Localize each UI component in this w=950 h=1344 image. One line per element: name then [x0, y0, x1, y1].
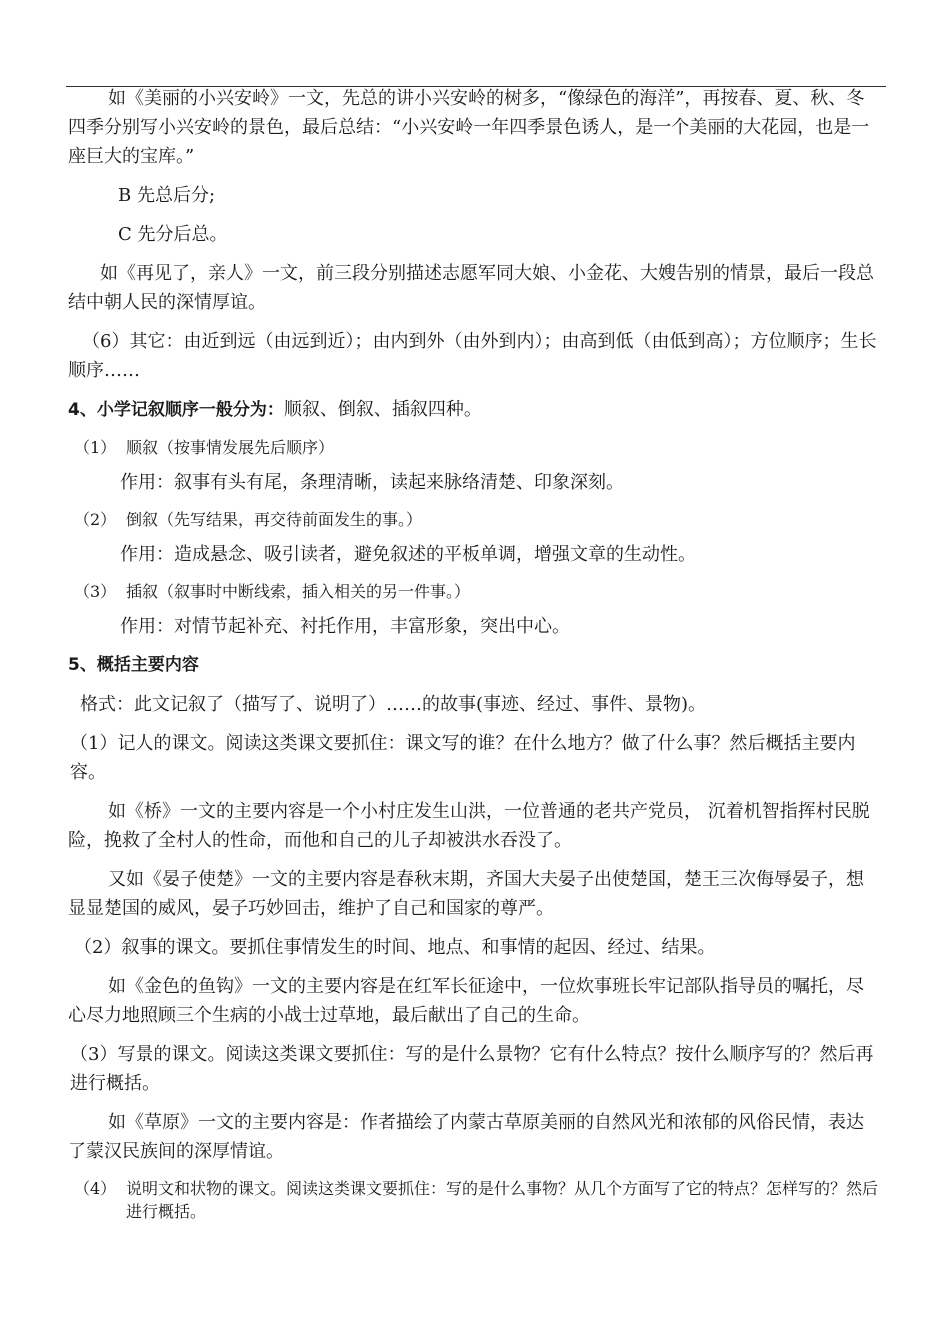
section-4-heading-bold: 4、小学记叙顺序一般分为： [68, 400, 284, 420]
example-yugou: 如《金色的鱼钩》一文的主要内容是在红军长征途中，一位炊事班长牢记部队指导员的嘱托，尽心尽力地照顾三个生病的小战士过草地，最后献出了自己的生命。 [68, 976, 864, 1026]
item-text: 顺叙（按事情发展先后顺序） [126, 438, 335, 457]
item-3-effect: 作用：对情节起补充、衬托作用，丰富形象，突出中心。 [120, 616, 570, 637]
item-2-effect: 作用：造成悬念、吸引读者，避免叙述的平板单调，增强文章的生动性。 [120, 544, 696, 565]
section-4-heading [68, 395, 880, 425]
item-number: （4） [74, 1179, 117, 1198]
paragraph-zaijian-example: 如《再见了，亲人》一文，前三段分别描述志愿军同大娘、小金花、大嫂告别的情景，最后一段总结中朝人民的深情厚谊。 [68, 263, 874, 313]
item-number: （2） [74, 510, 117, 529]
item-number: （1） [74, 438, 117, 457]
option-b: B 先总后分; [118, 185, 216, 206]
summary-expository-lesson [68, 1176, 880, 1222]
paragraph-xiaoxinganling-example: 如《美丽的小兴安岭》一文，先总的讲小兴安岭的树多，“像绿色的海洋”，再按春、夏、秋、冬四季分别写小兴安岭的景色，最后总结：“小兴安岭一年四季景色诱人，是一个美丽的大花园，也是一座巨大的宝库。” [68, 88, 870, 167]
option-c: C 先分后总。 [118, 224, 228, 245]
item-number: （3） [74, 582, 117, 601]
document-body [68, 84, 880, 1222]
example-yanzi: 又如《晏子使楚》一文的主要内容是春秋末期，齐国大夫晏子出使楚国，楚王三次侮辱晏子，想显显楚国的威风，晏子巧妙回击，维护了自己和国家的尊严。 [68, 869, 864, 919]
item-text: 插叙（叙事时中断线索，插入相关的另一件事。） [126, 582, 471, 601]
summary-format: 格式：此文记叙了（描写了、说明了）……的故事(事迹、经过、事件、景物)。 [80, 694, 707, 715]
narration-item-1 [68, 435, 880, 458]
example-qiao: 如《桥》一文的主要内容是一个小村庄发生山洪，一位普通的老共产党员， 沉着机智指挥村民脱险，挽救了全村人的性命，而他和自己的儿子却被洪水吞没了。 [68, 801, 870, 851]
item-text: 说明文和状物的课文。阅读这类课文要抓住：写的是什么事物？从几个方面写了它的特点？怎样写的？然后进行概括。 [126, 1179, 879, 1221]
section-4-heading-rest: 顺叙、倒叙、插叙四种。 [283, 399, 482, 420]
example-caoyuan: 如《草原》一文的主要内容是：作者描绘了内蒙古草原美丽的自然风光和浓郁的风俗民情，表达了蒙汉民族间的深厚情谊。 [68, 1112, 864, 1162]
item-text: 倒叙（先写结果，再交待前面发生的事。） [126, 510, 423, 529]
narration-item-2 [68, 507, 880, 530]
narration-item-3 [68, 579, 880, 602]
section-5-heading: 5、概括主要内容 [68, 655, 199, 675]
paragraph-other-orders: （6）其它：由近到远（由远到近）；由内到外（由外到内）；由高到低（由低到高）；方位顺序；生长顺序…… [68, 331, 877, 381]
item-1-effect: 作用：叙事有头有尾，条理清晰，读起来脉络清楚、印象深刻。 [120, 472, 624, 493]
summary-event-lesson: （2）叙事的课文。要抓住事情发生的时间、地点、和事情的起因、经过、结果。 [74, 937, 716, 958]
summary-scenery-lesson: （3）写景的课文。阅读这类课文要抓住：写的是什么景物？它有什么特点？按什么顺序写的？然后再进行概括。 [70, 1044, 874, 1094]
summary-person-lesson: （1）记人的课文。阅读这类课文要抓住：课文写的谁？在什么地方？做了什么事？然后概括主要内容。 [70, 733, 856, 783]
